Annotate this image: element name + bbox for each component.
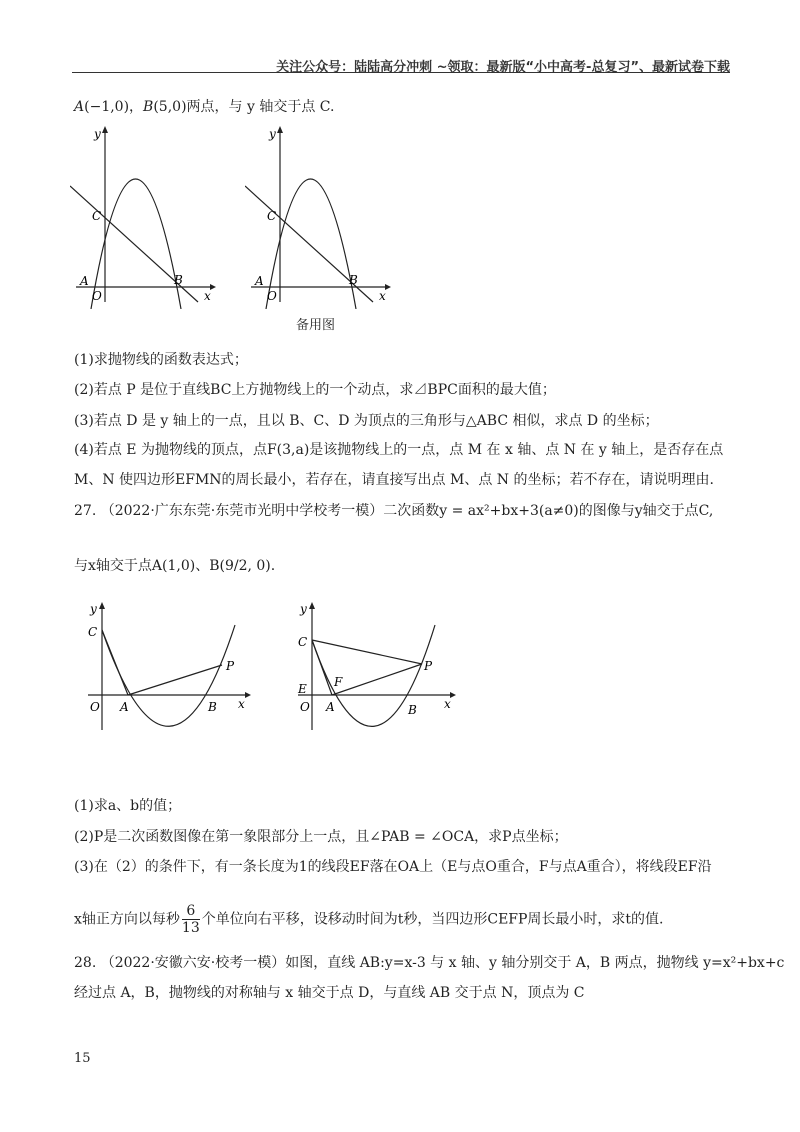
graph-caption: 备用图 [296,318,336,333]
svg-text:B: B [408,703,417,717]
point-A-label: A [80,274,89,288]
q27-graph-2 [290,600,465,750]
svg-text:O: O [267,289,277,303]
q26-part4b: M、N 使四边形EFMN的周长最小，若存在，请直接写出点 M、点 N 的坐标；若不存在，请说明理由. [74,472,714,488]
y-axis-label: y [94,127,101,141]
svg-text:P: P [424,659,433,673]
svg-text:O: O [90,700,100,714]
svg-text:O: O [300,700,310,714]
svg-text:B: B [208,700,217,714]
svg-text:F: F [334,675,343,689]
q26-part4a: (4)若点 E 为抛物线的顶点，点F(3,a)是该抛物线上的一点，点 M 在 x 轴、点 N 在 y 轴上，是否存在点 [74,442,724,458]
svg-text:x: x [238,697,245,711]
q27-part3b: x轴正方向以每秒 $\frac{6}{13}$ 个单位向右平移，设移动时间为t秒，当四边形CEFP周长最小时，求t的值. [74,903,664,936]
q26-part1: (1)求抛物线的函数表达式； [74,352,248,368]
svg-text:C: C [298,635,308,649]
page-header: 关注公众号：陆陆高分冲刺 ~领取：最新版“小中高考-总复习”、最新试卷下载 [276,60,730,75]
q26-part3: (3)若点 D 是 y 轴上的一点，且以 B、C、D 为顶点的三角形与△ABC 相似，求点 D 的坐标； [74,413,659,429]
q26-part2: (2)若点 P 是位于直线BC上方抛物线上的一个动点，求⊿BPC面积的最大值； [74,382,556,398]
q26-graph-1 [70,124,220,309]
q27-part1: (1)求a、b的值； [74,798,182,814]
svg-text:x: x [444,697,451,711]
origin-label: O [92,289,102,303]
q27-part2: (2)P是二次函数图像在第一象限部分上一点，且∠PAB = ∠OCA，求P点坐标； [74,829,568,845]
svg-text:P: P [226,659,235,673]
svg-text:A: A [326,700,335,714]
q27-line1: 27. （2022·广东东莞·东莞市光明中学校考一模）二次函数y = ax²+bx+3(a≠0)的图像与y轴交于点C, [74,503,714,519]
svg-text:y: y [269,127,276,141]
point-B-label: B [174,273,183,287]
header-rule [72,72,730,73]
x-axis-label: x [204,289,211,303]
svg-text:A: A [255,274,264,288]
svg-text:C: C [267,209,277,223]
svg-text:B: B [349,273,358,287]
svg-text:E: E [298,682,307,696]
svg-text:A: A [120,700,129,714]
q27-line2: 与x轴交于点A(1,0)、B(9/2, 0). [74,558,276,574]
svg-text:C: C [88,625,98,639]
q27-graph-1 [80,600,255,750]
svg-text:y: y [90,602,97,616]
q26-intro: A(−1,0)，B(5,0)两点，与 y 轴交于点 C. [74,99,335,115]
q27-part3a: (3)在（2）的条件下，有一条长度为1的线段EF落在OA上（E与点O重合，F与点A重合），将线段EF沿 [74,859,712,875]
svg-text:y: y [300,602,307,616]
fraction: $\frac{6}{13}$ [181,903,200,936]
point-C-label: C [92,209,102,223]
q26-graph-2 [245,124,395,309]
svg-text:x: x [379,289,386,303]
page-number: 15 [74,1051,91,1066]
q28-line1: 28. （2022·安徽六安·校考一模）如图，直线 AB:y=x-3 与 x 轴、y 轴分别交于 A，B 两点，抛物线 y=x²+bx+c [74,955,785,971]
q28-line2: 经过点 A，B，抛物线的对称轴与 x 轴交于点 D，与直线 AB 交于点 N，顶点为 C [74,985,585,1001]
